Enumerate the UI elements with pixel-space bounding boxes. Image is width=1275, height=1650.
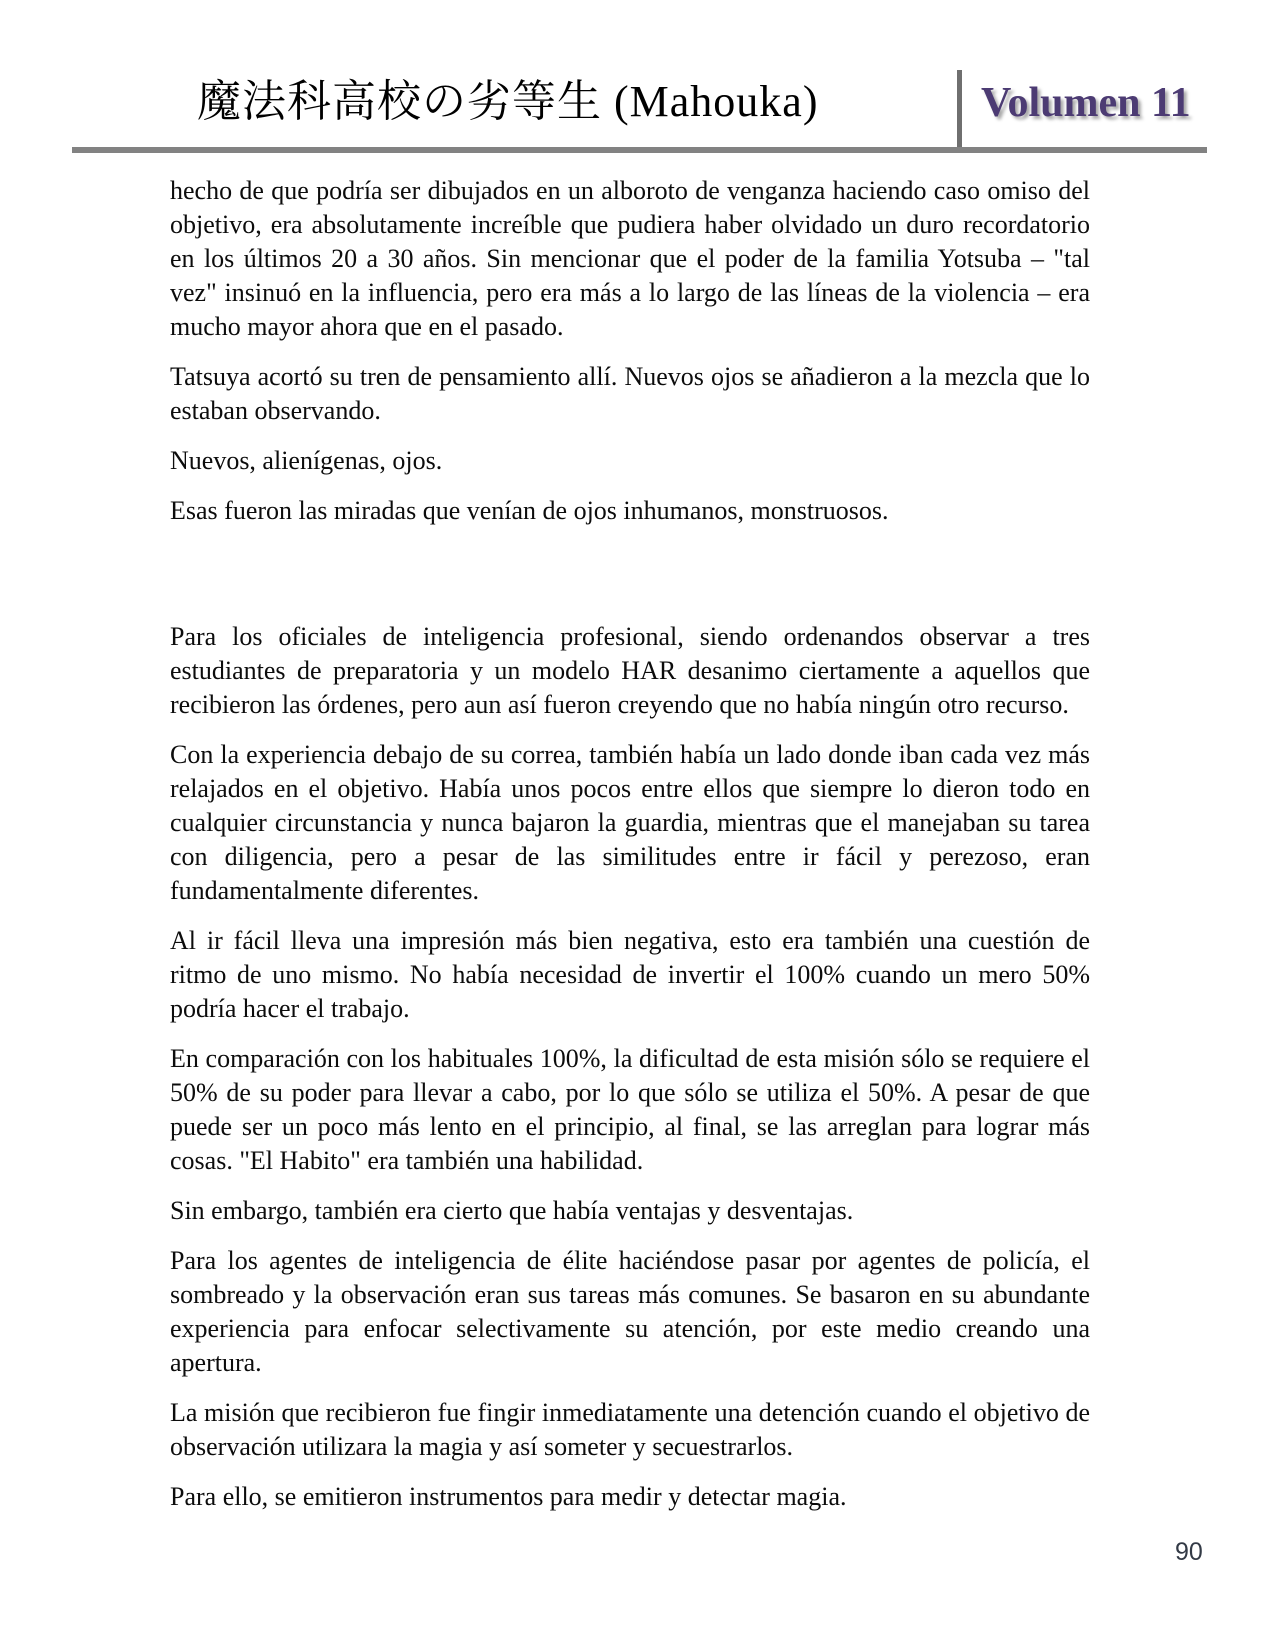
paragraph: Para los oficiales de inteligencia profesional, siendo ordenandos observar a tres estudiantes de preparatoria y un modelo HAR desanimo ciertamente a aquellos que recibieron las órdenes, pero aun así fueron creyendo que no había ningún otro recurso. [170, 622, 1090, 719]
paragraph: Esas fueron las miradas que venían de ojos inhumanos, monstruosos. [170, 496, 889, 525]
volume-label: Volumen 11 [981, 80, 1191, 126]
paragraph: La misión que recibieron fue fingir inmediatamente una detención cuando el objetivo de observación utilizara la magia y así someter y secuestrarlos. [170, 1398, 1090, 1461]
paragraph: Nuevos, alienígenas, ojos. [170, 446, 443, 475]
paragraph: Con la experiencia debajo de su correa, también había un lado donde iban cada vez más relajados en el objetivo. Había unos pocos entre ellos que siempre lo dieron todo en cualquier circunstancia y nunca bajaron la guardia, mientras que el manejaban su tarea con diligencia, pero a pesar de las similitudes entre ir fácil y perezoso, eran fundamentalmente diferentes. [170, 740, 1090, 905]
page-number: 90 [1175, 1538, 1203, 1566]
paragraph: Para los agentes de inteligencia de élite haciéndose pasar por agentes de policía, el sombreado y la observación eran sus tareas más comunes. Se basaron en su abundante experiencia para enfocar selectivamente su atención, por este medio creando una apertura. [170, 1246, 1090, 1377]
paragraph: Al ir fácil lleva una impresión más bien negativa, esto era también una cuestión de ritmo de uno mismo. No había necesidad de invertir el 100% cuando un mero 50% podría hacer el trabajo. [170, 926, 1090, 1023]
body-text [170, 174, 1090, 1530]
paragraph: Sin embargo, también era cierto que había ventajas y desventajas. [170, 1196, 854, 1225]
paragraph: Para ello, se emitieron instrumentos para medir y detectar magia. [170, 1482, 847, 1511]
paragraph: En comparación con los habituales 100%, la dificultad de esta misión sólo se requiere el 50% de su poder para llevar a cabo, por lo que sólo se utiliza el 50%. A pesar de que puede ser un poco más lento en el principio, al final, se las arreglan para lograr más cosas. "El Habito" era también una habilidad. [170, 1044, 1090, 1175]
header-vertical-divider [957, 70, 962, 147]
paragraph: hecho de que podría ser dibujados en un alboroto de venganza haciendo caso omiso del objetivo, era absolutamente increíble que pudiera haber olvidado un duro recordatorio en los últimos 20 a 30 años. Sin mencionar que el poder de la familia Yotsuba – "tal vez" insinuó en la influencia, pero era más a lo largo de las líneas de la violencia – era mucho mayor ahora que en el pasado. [170, 176, 1090, 341]
paragraph: Tatsuya acortó su tren de pensamiento allí. Nuevos ojos se añadieron a la mezcla que lo estaban observando. [170, 362, 1090, 425]
header-rule [72, 147, 1207, 153]
novel-title: 魔法科高校の劣等生 (Mahouka) [197, 77, 819, 126]
